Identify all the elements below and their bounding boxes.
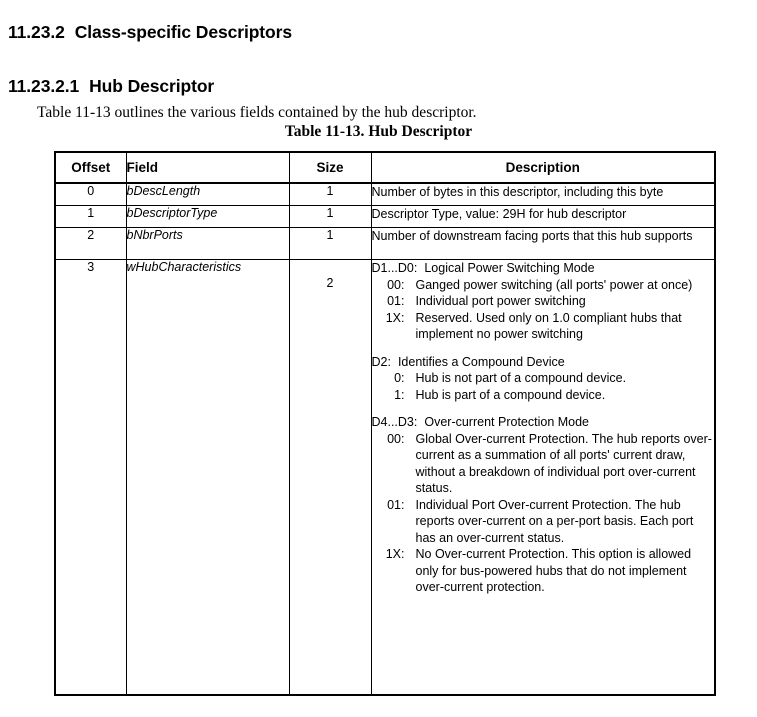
column-header-offset: Offset xyxy=(55,152,126,183)
bitfield-entry xyxy=(372,497,715,547)
bitfield-title-text: Identifies a Compound Device xyxy=(397,354,565,369)
cell-offset: 3 xyxy=(55,260,126,696)
table-row xyxy=(55,183,715,206)
bitfield-entry-text: Individual Port Over-current Protection. The hub reports over-current on a per-port basis. Each port has an over-current status. xyxy=(415,497,694,545)
table-row xyxy=(55,260,715,696)
hub-descriptor-table xyxy=(54,151,716,696)
cell-description: Number of bytes in this descriptor, including this byte xyxy=(371,183,715,206)
bitfield-entry xyxy=(372,431,715,497)
table-header-row xyxy=(55,152,715,183)
table-caption-title: Hub Descriptor xyxy=(368,123,473,140)
section-heading xyxy=(8,22,292,43)
cell-field: bDescriptorType xyxy=(126,206,289,228)
bitfield-entry-text: Global Over-current Protection. The hub reports over-current as a summation of all ports' current draw, without a breakdown of individual port over-current status. xyxy=(415,431,712,495)
column-header-description: Description xyxy=(371,152,715,183)
bitfield-label: D1...D0: xyxy=(371,261,418,275)
hub-descriptor-table-wrapper xyxy=(54,151,714,696)
cell-description: Number of downstream facing ports that this hub supports xyxy=(371,228,715,260)
bitfield-entry-code: 01: xyxy=(387,497,405,512)
section-heading-number: 11.23.2 xyxy=(8,21,65,42)
bitfield-title xyxy=(372,354,715,371)
cell-description-blocks xyxy=(371,260,715,696)
intro-paragraph: Table 11-13 outlines the various fields contained by the hub descriptor. xyxy=(37,103,477,121)
bitfield-entry-code: 1: xyxy=(394,387,405,402)
subsection-heading-title: Hub Descriptor xyxy=(89,75,215,96)
bitfield-title-text: Logical Power Switching Mode xyxy=(424,261,595,275)
cell-size: 1 xyxy=(289,228,371,260)
table-caption-label: Table 11-13. xyxy=(284,123,365,140)
bitfield-entry-text: Reserved. Used only on 1.0 compliant hubs that implement no power switching xyxy=(415,310,682,341)
cell-offset: 0 xyxy=(55,183,126,206)
cell-field: bDescLength xyxy=(126,183,289,206)
column-header-size: Size xyxy=(289,152,371,183)
bitfield-entry xyxy=(372,546,715,596)
bitfield-entry-text: Ganged power switching (all ports' power at once) xyxy=(415,277,693,292)
subsection-heading-number: 11.23.2.1 xyxy=(8,75,80,96)
cell-size: 2 xyxy=(289,260,371,696)
bitfield-entry xyxy=(372,277,715,294)
cell-offset: 1 xyxy=(55,206,126,228)
bitfield-entry-code: 1X: xyxy=(385,310,405,325)
bitfield-entry-code: 01: xyxy=(387,294,405,308)
bitfield-label: D4...D3: xyxy=(371,415,418,429)
subsection-heading xyxy=(8,76,214,97)
bitfield-title-text: Over-current Protection Mode xyxy=(424,415,590,429)
cell-field: wHubCharacteristics xyxy=(126,260,289,696)
cell-offset: 2 xyxy=(55,228,126,260)
bitfield-entry xyxy=(372,387,715,404)
cell-size: 1 xyxy=(289,206,371,228)
table-caption xyxy=(0,123,757,141)
cell-size: 1 xyxy=(289,183,371,206)
bitfield-entry-text: Hub is not part of a compound device. xyxy=(415,371,627,385)
table-row xyxy=(55,228,715,260)
table-row xyxy=(55,206,715,228)
bitfield-label: D2: xyxy=(371,354,391,369)
bitfield-entry-code: 0: xyxy=(394,371,405,385)
bitfield-entry-text: Hub is part of a compound device. xyxy=(415,387,606,402)
bitfield-title xyxy=(372,260,715,277)
bitfield-entry-code: 1X: xyxy=(385,547,405,561)
bitfield-block xyxy=(372,414,715,596)
bitfield-entry xyxy=(372,293,715,310)
bitfield-entry xyxy=(372,370,715,387)
bitfield-block xyxy=(372,354,715,404)
bitfield-title xyxy=(372,414,715,431)
bitfield-entry-code: 00: xyxy=(387,277,405,292)
bitfield-entry-text: Individual port power switching xyxy=(415,294,586,308)
section-heading-title: Class-specific Descriptors xyxy=(74,21,292,42)
column-header-field: Field xyxy=(126,152,289,183)
bitfield-entry-code: 00: xyxy=(387,431,405,446)
cell-field: bNbrPorts xyxy=(126,228,289,260)
cell-description: Descriptor Type, value: 29H for hub descriptor xyxy=(371,206,715,228)
bitfield-entry-text: No Over-current Protection. This option is allowed only for bus-powered hubs that do not implement over-current protection. xyxy=(415,547,692,594)
bitfield-block xyxy=(372,260,715,343)
bitfield-entry xyxy=(372,310,715,343)
